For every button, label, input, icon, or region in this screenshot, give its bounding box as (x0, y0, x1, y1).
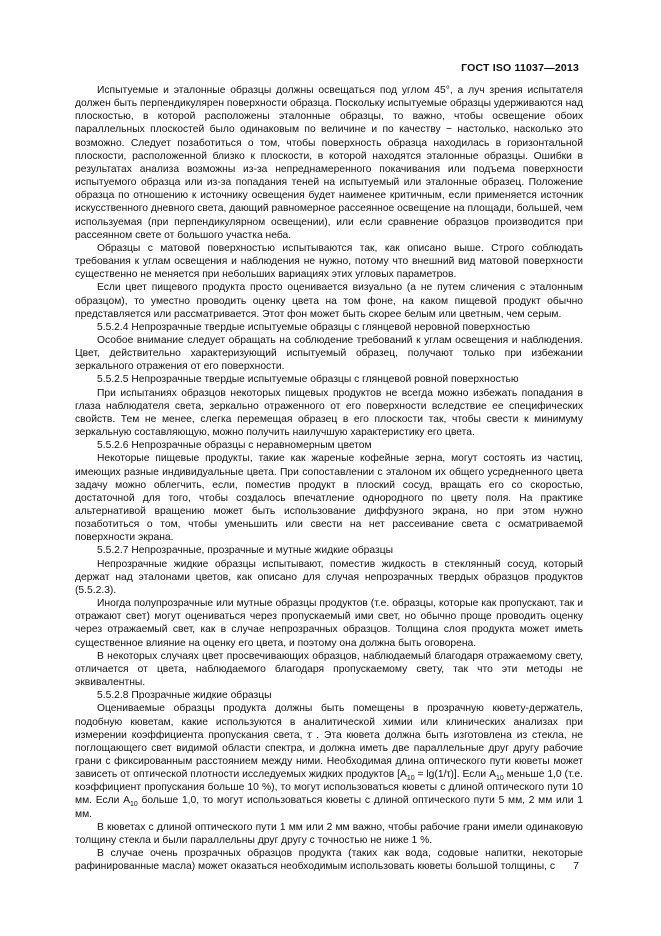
subscript: 10 (406, 775, 415, 783)
section-heading-5-5-2-7: 5.5.2.7 Непрозрачные, прозрачные и мутные жидкие образцы (97, 545, 393, 557)
section-heading-5-5-2-5: 5.5.2.5 Непрозрачные твердые испытуемые образцы с глянцевой ровной поверхностью (97, 374, 519, 386)
tau-symbol: τ (306, 728, 313, 741)
paragraph: При испытаниях образцов некоторых пищевых продуктов не всегда можно избежать попадания в глаза наблюдателя света, зеркально отраженного от его поверхности вследствие ее специфических свойств. Тем не менее, слегка перемещая образец в его плоскости так, чтобы свести к минимуму зеркальную составляющую, можно получить наилучшую характеристику его цвета. (75, 387, 583, 439)
paragraph: Образцы с матовой поверхностью испытываются так, как описано выше. Строго соблюдать требования к углам освещения и наблюдения не нужно, потому что внешний вид матовой поверхности существенно не меняется при небольших вариациях этих угловых параметров. (75, 242, 583, 281)
paragraph: В случае очень прозрачных образцов продукта (таких как вода, содовые напитки, некоторые рафинированные масла) может оказаться необходимым использовать кюветы большой толщины, с (75, 848, 583, 873)
text-fragment: меньше 1,0 (т.е. коэффициент пропускания больше 10 %), то могут использоваться кюветы с длиной оптического пути 10 мм. Если A (75, 769, 583, 807)
paragraph: Иногда полупрозрачные или мутные образцы продуктов (т.е. образцы, которые как пропускают, так и отражают свет) могут оцениваться через пропускаемый ими свет, но обычно проще проводить оценку через отражаемый свет, как в случае непрозрачных образцов. Толщина слоя продукта может иметь существенное влияние на оценку его цвета, и поэтому она должна быть оговорена. (75, 598, 583, 649)
paragraph: Если цвет пищевого продукта просто оценивается визуально (а не путем сличения с эталонным образцом), то уместно проводить оценку цвета на том фоне, на каком пищевой продукт обычно представляется или рассматривается. Этот фон может быть скорее белым или цветным, чем серым. (75, 282, 583, 320)
subscript: 10 (129, 801, 138, 809)
document-body (75, 84, 583, 873)
paragraph: Непрозрачные жидкие образцы испытывают, поместив жидкость в стеклянный сосуд, который держат над эталонами цветов, как описано для случая непрозрачных твердых образцов продуктов (5.5.2.3). (75, 558, 583, 596)
text-fragment: больше 1,0, то могут использоваться кюветы с длиной оптического пути 5 мм, 2 мм или 1 мм. (75, 795, 583, 820)
paragraph-cuvette (75, 702, 583, 820)
paragraph: Некоторые пищевые продукты, такие как жареные кофейные зерна, могут состоять из частиц, имеющих разные индивидуальные цвета. При сопоставлении с эталоном их общего усредненного цвета задачу можно облегчить, если, поместив продукт в плоский сосуд, вращать его со скоростью, достаточной для того, чтобы создалось впечатление однородного по цвету поля. На практике альтернативой вращению может быть использование диффузного экрана, но при этом нужно позаботиться о том, чтобы уменьшить или свести на нет рассеивание света с осматриваемой поверхности экрана. (75, 453, 583, 544)
page-number: 7 (573, 860, 579, 872)
document-header: ГОСТ ISO 11037—2013 (461, 62, 579, 74)
subscript: 10 (495, 775, 504, 783)
text-fragment: . Эта кювета должна быть изготовлена из стекла, не поглощающего свет видимой области спектра, и должна иметь две параллельные друг другу рабочие грани с фиксированным расстоянием между ними. Необходимая длина оптического пути кюветы может зависеть от оптической плотности исследуемых жидких продуктов [A (75, 729, 583, 781)
text-fragment: Оцениваемые образцы продукта должны быть помещены в прозрачную кювету-держатель, подобную кюветам, какие используются в аналитической химии или клинических анализах при измерении коэффициента пропускания света, (75, 703, 583, 741)
paragraph: В кюветах с длиной оптического пути 1 мм или 2 мм важно, чтобы рабочие грани имели одинаковую толщину стекла и были параллельны друг другу с точностью не ниже 1 %. (75, 821, 583, 846)
section-heading-5-5-2-4: 5.5.2.4 Непрозрачные твердые испытуемые образцы с глянцевой неровной поверхностью (97, 321, 530, 333)
paragraph: Испытуемые и эталонные образцы должны освещаться под углом 45°, а луч зрения испытателя должен быть перпендикулярен поверхности образца. Поскольку испытуемые образцы удерживаются над плоскостью, в которой расположены эталонные образцы, то важно, чтобы освещение обоих параллельных плоскостей было одинаковым по величине и по качеству − настолько, насколько это возможно. Следует позаботиться о том, чтобы поверхность образца находилась в горизонтальной плоскости, расположенной близко к плоскости, в которой находятся эталонные образцы. Ошибки в результатах анализа возможны из-за непреднамеренного покачивания или подъема поверхности испытуемого образца или из-за попадания теней на испытуемый или эталонные образец. Положение образца по отношению к источнику освещения будет наименее критичным, если применяется источник искусственного дневного света, дающий равномерное рассеянное освещение на площади, большей, чем используемая (при перпендикулярном освещении), или если сравнение образцов производится при рассеянном свете от большого участка неба. (75, 85, 583, 241)
paragraph: В некоторых случаях цвет просвечивающих образцов, наблюдаемый благодаря отражаемому свету, отличается от цвета, наблюдаемого благодаря пропускаемому свету, так что эти методы не эквивалентны. (75, 650, 583, 689)
paragraph: Особое внимание следует обращать на соблюдение требований к углам освещения и наблюдения. Цвет, действительно характеризующий испытуемый образец, получают только при избежании зеркального отражения от его поверхности. (75, 334, 583, 373)
section-heading-5-5-2-6: 5.5.2.6 Непрозрачные образцы с неравномерным цветом (97, 440, 372, 452)
text-fragment: = lg(1/τ)]. Если A (414, 769, 496, 781)
section-heading-5-5-2-8: 5.5.2.8 Прозрачные жидкие образцы (97, 690, 272, 702)
